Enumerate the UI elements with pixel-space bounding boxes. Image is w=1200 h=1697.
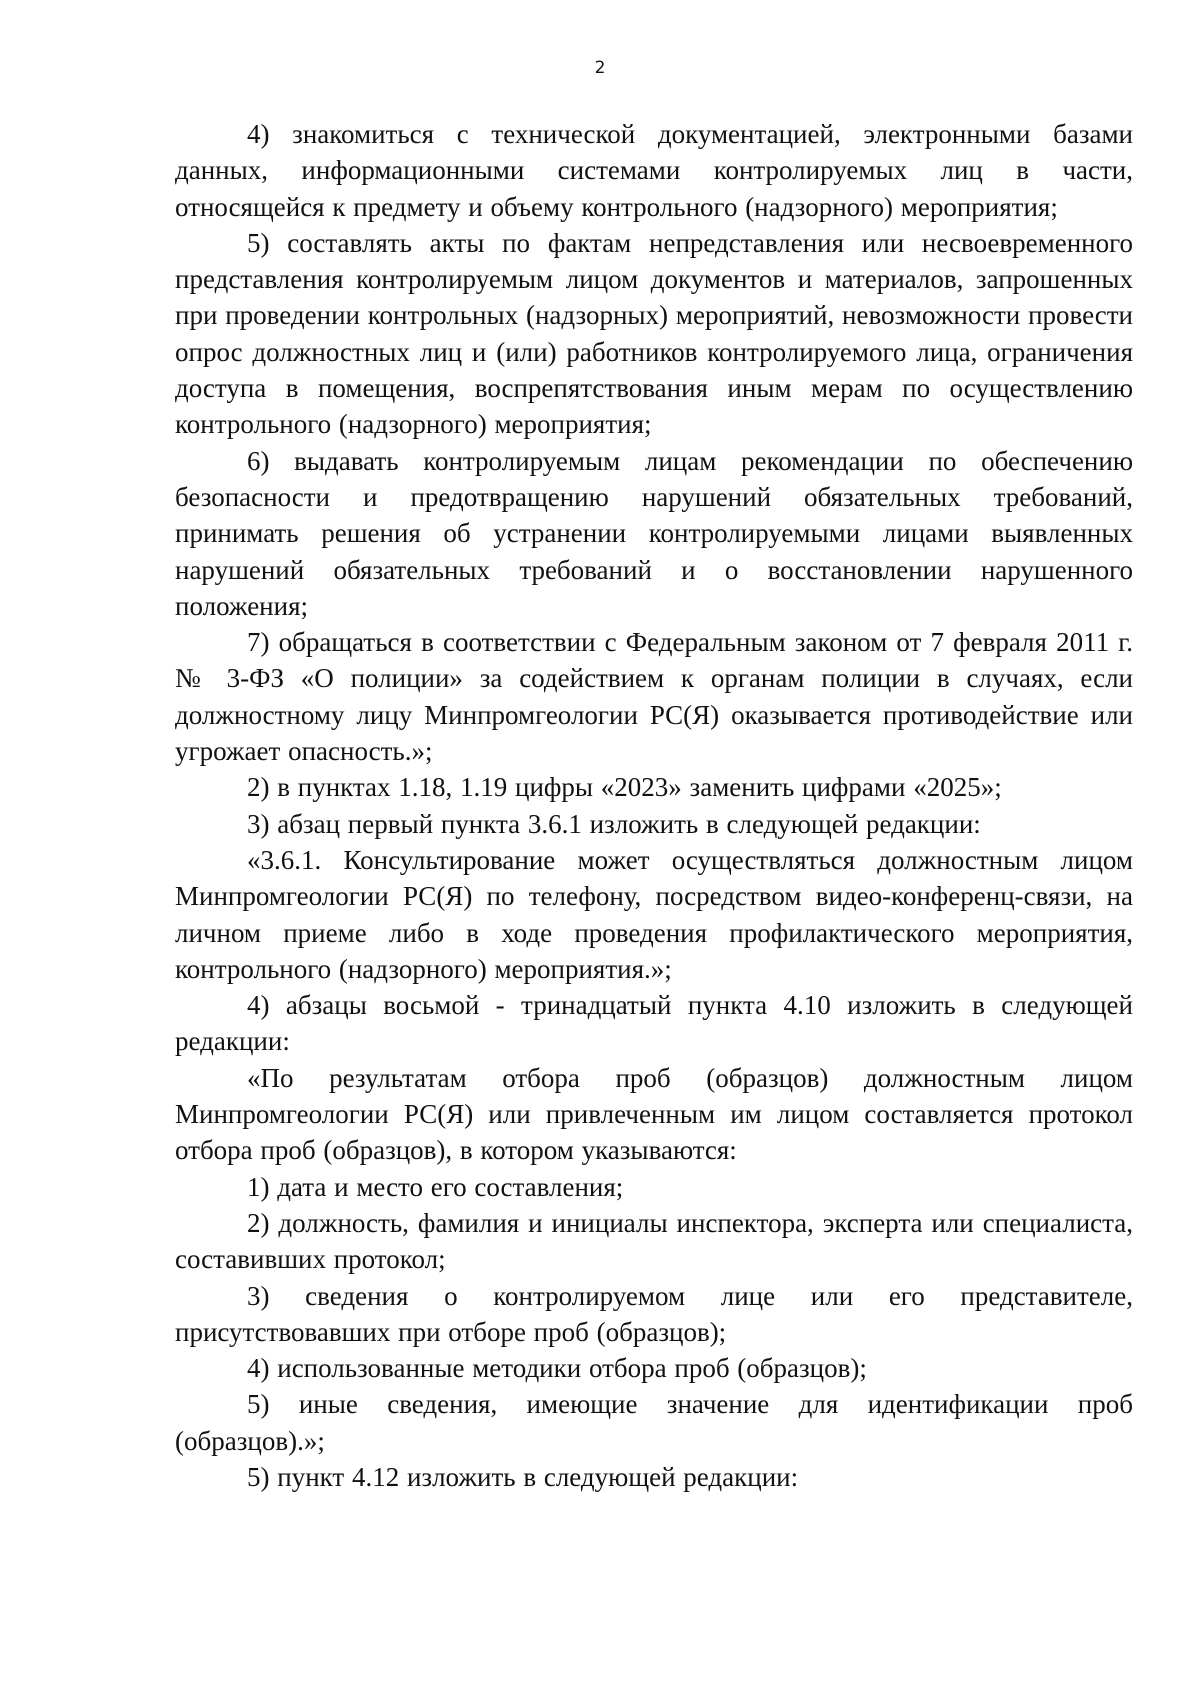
paragraph-item-4: 4) знакомиться с технической документацией, электронными базами данных, информационными системами контролируемых лиц в части, относящейся к предмету и объему контрольного (надзорного) мероприятия;	[175, 119, 1133, 222]
paragraph-quote-3-6-1: «3.6.1. Консультирование может осуществляться должностным лицом Минпромгеологии РС(Я) по телефону, посредством видео-конференц-связи, на личном приеме либо в ходе проведения профилактического мероприятия, контрольного (надзорного) мероприятия.»;	[175, 844, 1133, 984]
paragraph-amendment-2: 2) в пунктах 1.18, 1.19 цифры «2023» заменить цифрами «2025»;	[247, 772, 1002, 803]
paragraph-amendment-5: 5) пункт 4.12 изложить в следующей редакции:	[247, 1461, 799, 1492]
paragraph-list-item-4: 4) использованные методики отбора проб (образцов);	[247, 1353, 867, 1384]
paragraph-quote-sampling: «По результатам отбора проб (образцов) должностным лицом Минпромгеологии РС(Я) или привлеченным им лицом составляется протокол отбора проб (образцов), в котором указываются:	[175, 1062, 1133, 1166]
paragraph-amendment-4: 4) абзацы восьмой - тринадцатый пункта 4.10 изложить в следующей редакции:	[175, 990, 1133, 1057]
paragraph-list-item-5: 5) иные сведения, имеющие значение для идентификации проб (образцов).»;	[175, 1389, 1133, 1456]
paragraph-amendment-3: 3) абзац первый пункта 3.6.1 изложить в следующей редакции:	[247, 808, 981, 839]
document-body	[175, 116, 1133, 1495]
paragraph-list-item-1: 1) дата и место его составления;	[247, 1171, 624, 1202]
paragraph-item-5: 5) составлять акты по фактам непредставления или несвоевременного представления контролируемым лицом документов и материалов, запрошенных при проведении контрольных (надзорных) мероприятий, невозможности провести опрос должностных лиц и (или) работников контролируемого лица, ограничения доступа в помещения, воспрепятствования иным мерам по осуществлению контрольного (надзорного) мероприятия;	[175, 227, 1133, 440]
paragraph-list-item-2: 2) должность, фамилия и инициалы инспектора, эксперта или специалиста, составивших протокол;	[175, 1207, 1133, 1275]
paragraph-list-item-3: 3) сведения о контролируемом лице или его представителе, присутствовавших при отборе проб (образцов);	[175, 1280, 1133, 1347]
page-number: 2	[594, 58, 606, 78]
paragraph-item-7: 7) обращаться в соответствии с Федеральным законом от 7 февраля 2011 г. № 3-ФЗ «О полиции» за содействием к органам полиции в случаях, если должностному лицу Минпромгеологии РС(Я) оказывается противодействие или угрожает опасность.»;	[175, 627, 1133, 767]
paragraph-item-6: 6) выдавать контролируемым лицам рекомендации по обеспечению безопасности и предотвращению нарушений обязательных требований, принимать решения об устранении контролируемыми лицами выявленных нарушений обязательных требований и о восстановлении нарушенного положения;	[175, 445, 1133, 621]
